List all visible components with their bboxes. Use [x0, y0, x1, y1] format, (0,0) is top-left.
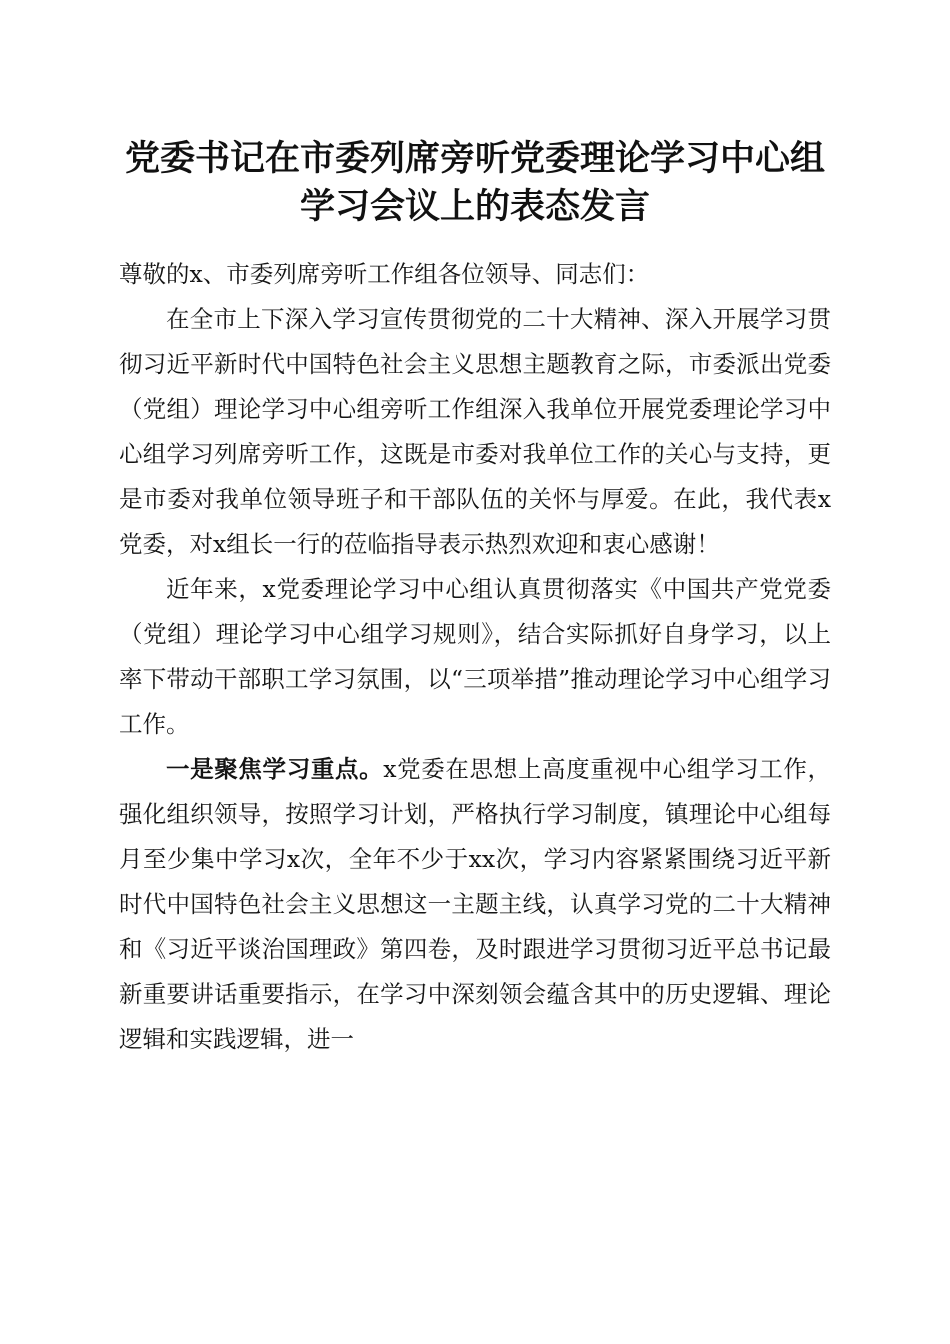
paragraph-1: 在全市上下深入学习宣传贯彻党的二十大精神、深入开展学习贯彻习近平新时代中国特色社会主义思想主题教育之际，市委派出党委（党组）理论学习中心组旁听工作组深入我单位开展党委理论学习中心组学习列席旁听工作，这既是市委对我单位工作的关心与支持，更是市委对我单位领导班子和干部队伍的关怀与厚爱。在此，我代表x党委，对x组长一行的莅临指导表示热烈欢迎和衷心感谢！ — [119, 305, 831, 558]
salutation: 尊敬的x、市委列席旁听工作组各位领导、同志们： — [119, 260, 650, 288]
paragraph-2: 近年来，x党委理论学习中心组认真贯彻落实《中国共产党党委（党组）理论学习中心组学习规则》，结合实际抓好自身学习，以上率下带动干部职工学习氛围，以“三项举措”推动理论学习中心组学习工作。 — [119, 575, 831, 738]
document-body — [119, 252, 831, 1062]
document-title-line-2: 学习会议上的表态发言 — [299, 186, 650, 227]
paragraph-3-text: x党委在思想上高度重视中心组学习工作，强化组织领导，按照学习计划，严格执行学习制度，镇理论中心组每月至少集中学习x次，全年不少于xx次，学习内容紧紧围绕习近平新时代中国特色社会主义思想这一主题主线，认真学习党的二十大精神和《习近平谈治国理政》第四卷，及时跟进学习贯彻习近平总书记最新重要讲话重要指示，在学习中深刻领会蕴含其中的历史逻辑、理论逻辑和实践逻辑，进一 — [119, 755, 831, 1053]
document-title-line-1: 党委书记在市委列席旁听党委理论学习中心组 — [124, 138, 825, 179]
paragraph-3 — [119, 747, 831, 1062]
paragraph-3-lead: 一是聚焦学习重点。 — [166, 755, 384, 783]
